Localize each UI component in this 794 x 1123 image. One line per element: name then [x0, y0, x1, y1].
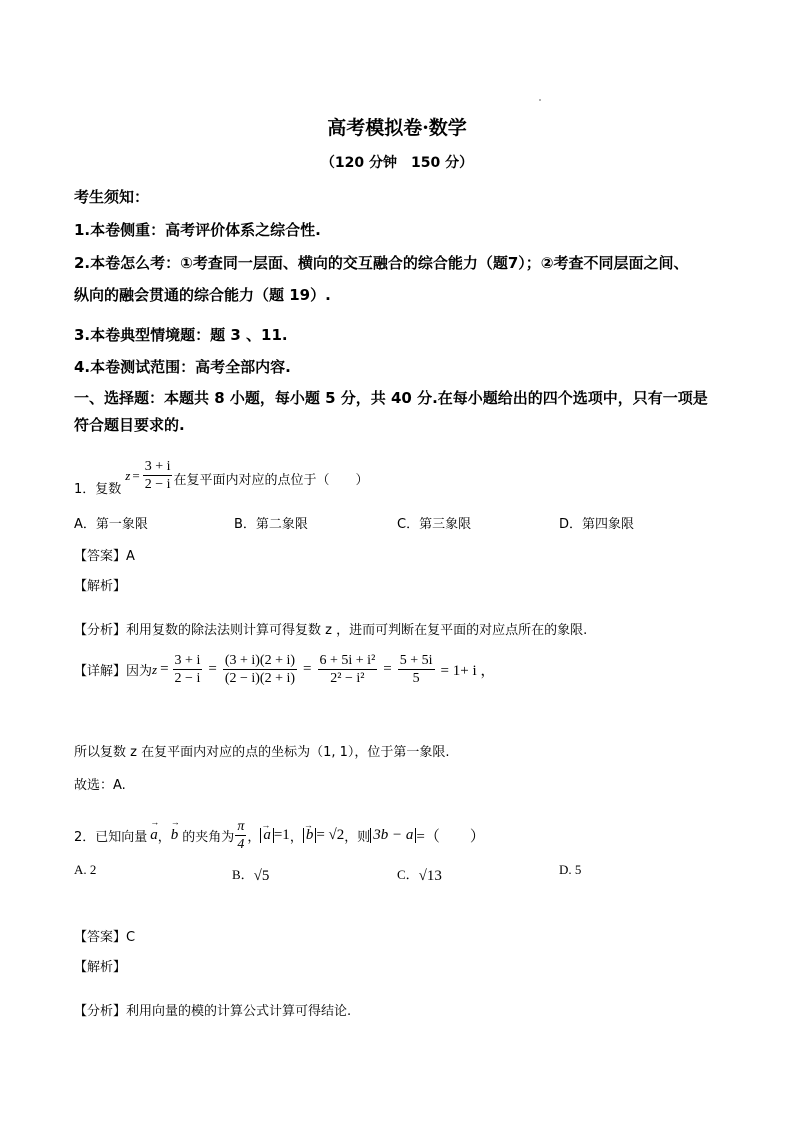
question-1-denominator: 2 − i	[144, 477, 171, 492]
question-1-suffix: 在复平面内对应的点位于（ ）	[173, 473, 369, 488]
question-2-then: ，则	[344, 830, 371, 845]
q2-option-b-label: B．	[232, 867, 254, 882]
notice-heading: 考生须知：	[74, 188, 150, 206]
question-2-pi: π	[237, 819, 245, 834]
question-1-eq: =	[132, 467, 140, 483]
question-2-vector-b: → b	[171, 827, 179, 844]
q1-frac-2-num: (3 + i)(2 + i)	[224, 653, 296, 668]
notice-item-3: 3.本卷典型情境题：题 3 、11.	[74, 326, 288, 344]
q1-eq-3: =	[303, 661, 312, 677]
notice-item-4: 4.本卷测试范围：高考全部内容.	[74, 358, 291, 376]
q2-option-c-label: C．	[397, 867, 419, 882]
question-1	[74, 454, 369, 497]
q1-frac-4	[398, 652, 435, 687]
q1-analysis-label: 【解析】	[74, 579, 127, 594]
scan-dot	[539, 99, 541, 101]
q1-conclusion: 所以复数 z 在复平面内对应的点的坐标为（1, 1），位于第一象限.	[74, 745, 450, 760]
q2-option-c	[397, 862, 442, 885]
q1-frac-3-num: 6 + 5i + i²	[319, 653, 376, 668]
q1-frac-3-den: 2² − i²	[330, 671, 365, 686]
question-2-norm-b: → b	[303, 828, 317, 843]
q1-option-a: A．第一象限	[74, 517, 148, 532]
q1-frac-3	[318, 652, 378, 687]
q1-frac-4-den: 5	[412, 671, 420, 686]
question-1-numerator: 3 + i	[144, 459, 171, 474]
q2-answer: 【答案】C	[74, 930, 136, 945]
question-1-prefix: 1．复数	[74, 482, 122, 497]
q1-frac-1-den: 2 − i	[174, 671, 201, 686]
q1-frac-4-num: 5 + 5i	[399, 653, 433, 668]
q1-frac-1	[173, 652, 203, 687]
q2-analysis-label: 【解析】	[74, 960, 127, 975]
q1-detail-var: z	[152, 661, 158, 677]
question-2-four: 4	[237, 837, 245, 852]
question-1-fraction	[143, 458, 173, 493]
q1-detail	[74, 652, 495, 687]
q2-option-b	[232, 862, 269, 885]
question-2	[74, 818, 485, 853]
q1-detail-label: 【详解】因为	[74, 664, 153, 679]
q1-detail-eq: =	[160, 661, 169, 677]
page-title: 高考模拟卷·数学	[327, 117, 467, 139]
question-2-prefix: 2．已知向量	[74, 830, 148, 845]
question-2-norm-a-value: =1	[273, 827, 290, 843]
q1-option-c: C．第三象限	[397, 517, 472, 532]
question-2-comma-2: ，	[289, 830, 303, 845]
q2-option-b-value: √5	[253, 868, 270, 884]
q1-frac-2	[223, 652, 297, 687]
question-2-expression: 3b − a	[370, 828, 416, 843]
q1-option-d: D．第四象限	[559, 517, 635, 532]
question-2-sep: ，	[157, 830, 171, 845]
q2-option-d: D. 5	[559, 862, 582, 877]
question-2-angle-fraction	[235, 818, 246, 853]
q2-option-a: A. 2	[74, 862, 97, 877]
question-2-norm-a: → a	[260, 828, 274, 843]
q1-detail-result: = 1+ i ，	[440, 663, 496, 679]
q1-eq-2: =	[208, 661, 217, 677]
question-1-var: z	[125, 467, 131, 483]
section-heading-line2: 符合题目要求的.	[74, 416, 185, 434]
q1-answer: 【答案】A	[74, 549, 135, 564]
q1-frac-1-num: 3 + i	[174, 653, 201, 668]
notice-item-1: 1.本卷侧重：高考评价体系之综合性.	[74, 221, 321, 239]
section-heading-line1: 一、选择题：本题共 8 小题，每小题 5 分，共 40 分.在每小题给出的四个选项中，只有一项是	[74, 389, 708, 407]
question-2-vector-a: → a	[150, 827, 158, 844]
q1-frac-2-den: (2 − i)(2 + i)	[224, 671, 296, 686]
question-2-norm-b-value: = √2	[316, 827, 345, 843]
page-subtitle: （120 分钟 150 分）	[320, 155, 474, 171]
q1-fenxi: 【分析】利用复数的除法法则计算可得复数 z ，进而可判断在复平面的对应点所在的象限.	[74, 623, 588, 638]
notice-item-2-line2: 纵向的融会贯通的综合能力（题 19）.	[74, 286, 331, 304]
notice-item-2-line1: 2.本卷怎么考：①考查同一层面、横向的交互融合的综合能力（题7）；②考查不同层面之间、	[74, 254, 689, 272]
question-2-comma-1: ，	[247, 830, 261, 845]
q1-eq-4: =	[383, 661, 392, 677]
question-2-angle-text: 的夹角为	[182, 830, 235, 845]
question-2-tail: =（ ）	[416, 829, 485, 845]
q2-fenxi: 【分析】利用向量的模的计算公式计算可得结论.	[74, 1004, 352, 1019]
q2-option-c-value: √13	[418, 868, 442, 884]
q1-choose: 故选：A.	[74, 778, 126, 793]
q1-option-b: B．第二象限	[234, 517, 308, 532]
